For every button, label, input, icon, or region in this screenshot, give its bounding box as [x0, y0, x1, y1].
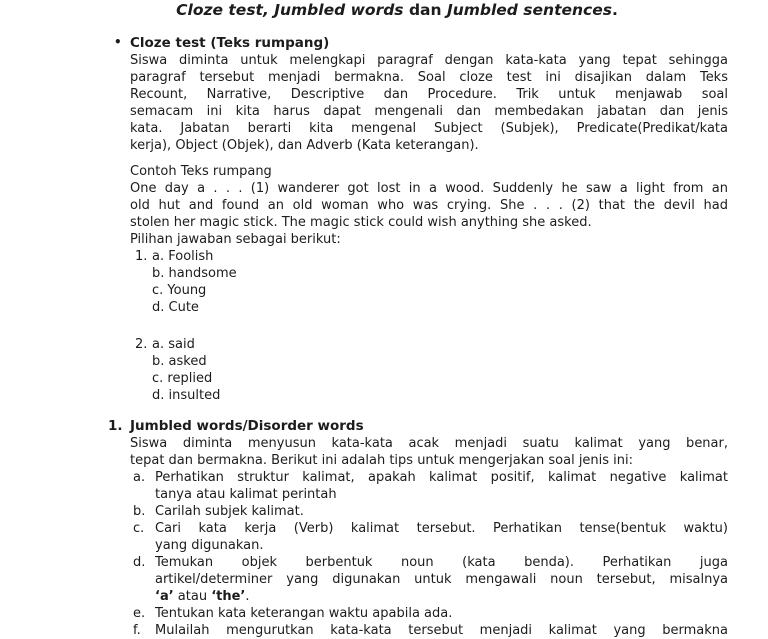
text-segment: ‘a’: [155, 589, 174, 604]
text-line: old hut and found an old woman who was crying. She . . . (2) that the devil had: [130, 198, 728, 213]
tip-item: [130, 554, 728, 605]
jumbled-section-heading: [108, 418, 728, 435]
cloze-heading-text: Cloze test (Teks rumpang): [130, 35, 330, 51]
text-line: tepat dan bermakna. Berikut ini adalah tips untuk mengerjakan soal jenis ini:: [130, 453, 634, 468]
text-line: stolen her magic stick. The magic stick could wish anything she asked.: [130, 215, 592, 230]
text-segment: .: [611, 1, 618, 19]
text-line: semacam ini kita harus dapat mengenali dan membedakan jabatan dan jenis: [130, 104, 728, 119]
tip-item: [130, 622, 728, 639]
text-line: kerja), Object (Objek), dan Adverb (Kata keterangan).: [130, 138, 479, 153]
question-number: 1.: [135, 249, 148, 264]
jumbled-heading-number: 1.: [108, 418, 123, 434]
text-line: Siswa diminta menyusun kata-kata acak menjadi suatu kalimat yang benar,: [130, 436, 728, 451]
tip-letter: b.: [133, 504, 146, 519]
document-title: [0, 0, 768, 20]
text-line: artikel/determiner yang digunakan untuk mengawali noun tersebut, misalnya: [155, 572, 728, 587]
text-line: Recount, Narrative, Descriptive dan Procedure. Trik untuk menjawab soal: [130, 87, 728, 102]
text-segment: Cloze test, Jumbled words: [176, 1, 404, 19]
text-line: [155, 588, 728, 605]
cloze-section-heading: [114, 35, 728, 52]
option-line: a. Foolish: [152, 249, 214, 264]
option-line: a. said: [152, 337, 195, 352]
text-line: Mulailah mengurutkan kata-kata tersebut menjadi kalimat yang bermakna: [155, 623, 728, 638]
tips-list: [130, 469, 728, 639]
text-segment: ‘the’: [211, 589, 246, 604]
text-line: Siswa diminta untuk melengkapi paragraf dengan kata-kata yang tepat sehingga: [130, 53, 728, 68]
text-line: paragraf tersebut menjadi bermakna. Soal cloze test ini disajikan dalam Teks: [130, 70, 728, 85]
pilihan-label: Pilihan jawaban sebagai berikut:: [130, 232, 341, 247]
text-line: kata. Jabatan berarti kita mengenal Subject (Subjek), Predicate(Predikat/kata: [130, 121, 728, 136]
contoh-label: Contoh Teks rumpang: [130, 164, 272, 179]
cloze-paragraph: [130, 52, 728, 154]
bullet-marker: •: [114, 35, 122, 49]
option-line: b. handsome: [152, 266, 237, 281]
tip-item: [130, 503, 728, 520]
option-line: b. asked: [152, 354, 207, 369]
text-segment: dan: [403, 1, 447, 19]
jumbled-intro: [130, 435, 728, 469]
tip-item: [130, 605, 728, 622]
text-segment: Jumbled sentences: [446, 1, 612, 19]
text-line: Temukan objek berbentuk noun (kata benda). Perhatikan juga: [155, 555, 728, 570]
option-line: c. replied: [152, 371, 213, 386]
text-line: Cari kata kerja (Verb) kalimat tersebut. Perhatikan tense(bentuk waktu): [155, 521, 728, 536]
tip-letter: e.: [133, 606, 146, 621]
tip-letter: a.: [133, 470, 146, 485]
text-line: Tentukan kata keterangan waktu apabila ada.: [155, 606, 453, 621]
tip-item: [130, 469, 728, 503]
example-paragraph: [130, 180, 728, 231]
option-line: d. Cute: [152, 300, 199, 315]
tip-letter: f.: [133, 623, 141, 638]
text-line: Carilah subjek kalimat.: [155, 504, 304, 519]
text-segment: atau: [173, 589, 212, 604]
option-line: d. insulted: [152, 388, 221, 403]
text-line: Perhatikan struktur kalimat, apakah kalimat positif, kalimat negative kalimat: [155, 470, 728, 485]
answer-options: [130, 248, 728, 404]
text-line: One day a . . . (1) wanderer got lost in a wood. Suddenly he saw a light from an: [130, 181, 728, 196]
tip-letter: c.: [133, 521, 145, 536]
text-line: tanya atau kalimat perintah: [155, 487, 337, 502]
option-line: c. Young: [152, 283, 207, 298]
question-options-group: [130, 248, 728, 316]
text-line: yang digunakan.: [155, 538, 264, 553]
tip-item: [130, 520, 728, 554]
question-number: 2.: [135, 337, 148, 352]
jumbled-heading-text: Jumbled words/Disorder words: [130, 418, 364, 434]
question-options-group: [130, 336, 728, 404]
tip-letter: d.: [133, 555, 146, 570]
text-segment: .: [245, 589, 250, 604]
document-body: [108, 35, 728, 639]
